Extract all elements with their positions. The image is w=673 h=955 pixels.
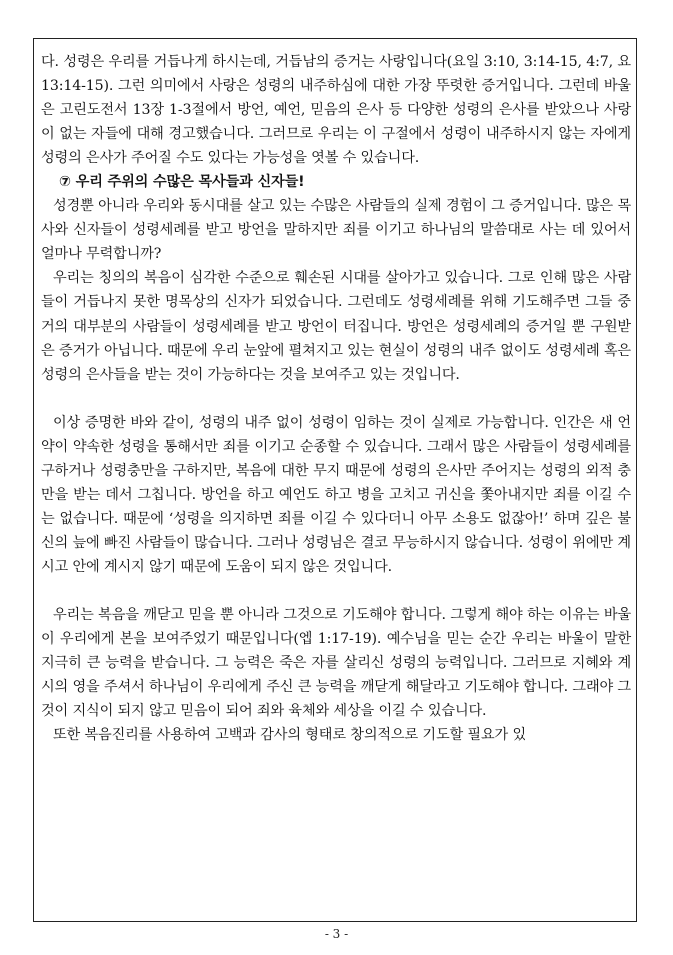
paragraph-1: 다. 성령은 우리를 거듭나게 하시는데, 거듭남의 증거는 사랑입니다(요일 3:10, 3:14-15, 4:7, 요 13:14-15). 그런 의미에서 사랑은 성령의 내주하심에 대한 가장 뚜렷한 증거입니다. 그런데 바울은 고린도전서 13장 1-3절에서 방언, 예언, 믿음의 은사 등 다양한 성령의 은사를 받았으나 사랑이 없는 자들에 대해 경고했습니다. 그러므로 우리는 이 구절에서 성령이 내주하시지 않는 자에게 성령의 은사가 주어질 수도 있다는 가능성을 엿볼 수 있습니다. (41, 54, 631, 167)
page-number: - 3 - (324, 927, 349, 941)
document-body (41, 50, 631, 747)
paragraph-2: 성경뿐 아니라 우리와 동시대를 살고 있는 수많은 사람들의 실제 경험이 그 증거입니다. 많은 목사와 신자들이 성령세례를 받고 방언을 말하지만 죄를 이기고 하나님의 말씀대로 사는 데 있어서 얼마나 무력합니까? (41, 198, 631, 263)
paragraph-5: 우리는 복음을 깨닫고 믿을 뿐 아니라 그것으로 기도해야 합니다. 그렇게 해야 하는 이유는 바울이 우리에게 본을 보여주었기 때문입니다(엡 1:17-19). 예수님을 믿는 순간 우리는 바울이 말한 지극히 큰 능력을 받습니다. 그 능력은 죽은 자를 살리신 성령의 능력입니다. 그러므로 지혜와 계시의 영을 주셔서 하나님이 우리에게 주신 큰 능력을 깨닫게 해달라고 기도해야 합니다. 그래야 그것이 지식이 되지 않고 믿음이 되어 죄와 육체와 세상을 이길 수 있습니다. (41, 606, 631, 720)
paragraph-4: 이상 증명한 바와 같이, 성령의 내주 없이 성령이 임하는 것이 실제로 가능합니다. 인간은 새 언약이 약속한 성령을 통해서만 죄를 이기고 순종할 수 있습니다. 그래서 많은 사람들이 성령세례를 구하거나 성령충만을 구하지만, 복음에 대한 무지 때문에 성령의 은사만 주어지는 성령의 외적 충만을 받는 데서 그칩니다. 방언을 하고 예언도 하고 병을 고치고 귀신을 쫓아내지만 죄를 이길 수는 없습니다. 때문에 ‘성령을 의지하면 죄를 이길 수 있다더니 아무 소용도 없잖아!’ 하며 깊은 불신의 늪에 빠진 사람들이 많습니다. 그러나 성령님은 결코 무능하시지 않습니다. 성령이 위에만 계시고 안에 계시지 않기 때문에 도움이 되지 않은 것입니다. (41, 414, 631, 575)
paragraph-3: 우리는 칭의의 복음이 심각한 수준으로 훼손된 시대를 살아가고 있습니다. 그로 인해 많은 사람들이 거듭나지 못한 명목상의 신자가 되었습니다. 그런데도 성령세례를 위해 기도해주면 그들 중 거의 대부분의 사람들이 성령세례를 받고 방언이 터집니다. 방언은 성령세례의 증거일 뿐 구원받은 증거가 아닙니다. 때문에 우리 눈앞에 펼쳐지고 있는 현실이 성령의 내주 없이도 성령세례 혹은 성령의 은사들을 받는 것이 가능하다는 것을 보여주고 있는 것입니다. (41, 270, 631, 383)
paragraph-6: 또한 복음진리를 사용하여 고백과 감사의 형태로 창의적으로 기도할 필요가 있 (53, 727, 527, 744)
blank-line (41, 579, 631, 603)
section-heading: ⑦ 우리 주위의 수많은 목사들과 신자들! (59, 174, 305, 191)
blank-line (41, 387, 631, 411)
